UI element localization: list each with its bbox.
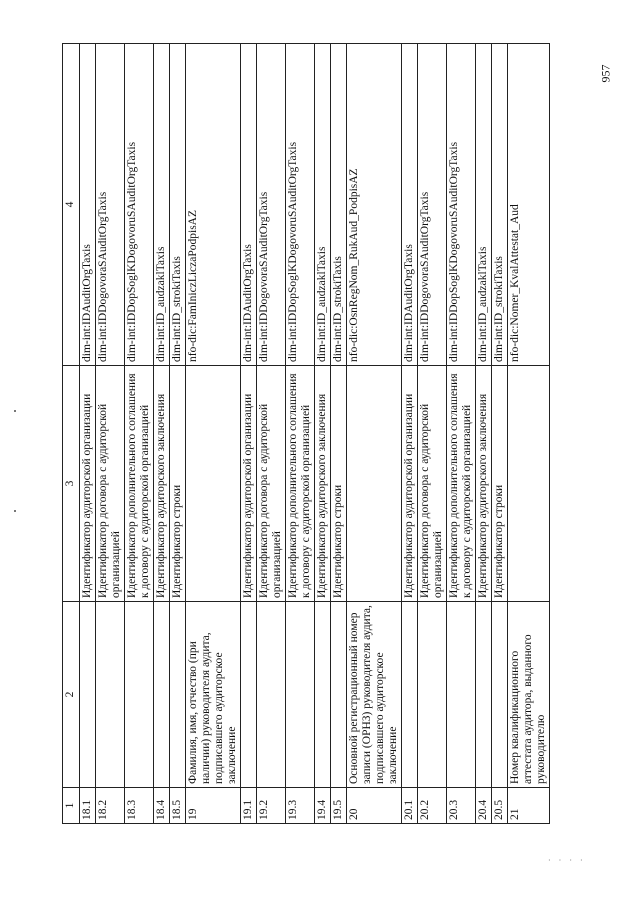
table-row <box>402 44 418 824</box>
table-row <box>418 44 447 824</box>
row-description-cell: Идентификатор дополнительного соглашения к договору с аудиторской организацией <box>447 366 476 602</box>
row-description-cell: Идентификатор аудиторского заключения <box>154 366 170 602</box>
row-name-cell <box>418 602 447 788</box>
row-number-cell: 18.2 <box>96 788 125 824</box>
table-row <box>492 44 508 824</box>
row-code-cell: dim-int:IDAuditOrgTaxis <box>402 44 418 366</box>
table-row <box>347 44 402 824</box>
row-name-cell <box>402 602 418 788</box>
row-code-cell: nfo-dic:FamIniczLiczaPodpisAZ <box>186 44 241 366</box>
table-row <box>315 44 331 824</box>
row-number-cell: 18.5 <box>170 788 186 824</box>
row-code-cell: dim-int:IDDogovoraSAuditOrgTaxis <box>257 44 286 366</box>
row-description-cell: Идентификатор договора с аудиторской организацией <box>257 366 286 602</box>
table-row <box>241 44 257 824</box>
table-row <box>80 44 96 824</box>
row-code-cell: dim-int:IDDopSoglKDogovoruSAuditOrgTaxis <box>125 44 154 366</box>
rotated-page <box>62 44 558 824</box>
table-row <box>257 44 286 824</box>
scan-speck <box>14 410 16 412</box>
row-description-cell <box>186 366 241 602</box>
table-row <box>447 44 476 824</box>
row-number-cell: 19.1 <box>241 788 257 824</box>
row-name-cell <box>170 602 186 788</box>
row-name-cell <box>492 602 508 788</box>
row-code-cell: dim-int:IDAuditOrgTaxis <box>80 44 96 366</box>
row-description-cell <box>347 366 402 602</box>
table-row <box>170 44 186 824</box>
row-code-cell: dim-int:ID_audzaklTaxis <box>476 44 492 366</box>
row-description-cell: Идентификатор строки <box>492 366 508 602</box>
row-description-cell: Идентификатор аудиторской организации <box>241 366 257 602</box>
row-description-cell: Идентификатор аудиторского заключения <box>476 366 492 602</box>
row-name-cell <box>286 602 315 788</box>
row-name-cell <box>476 602 492 788</box>
row-description-cell <box>508 366 550 602</box>
row-number-cell: 20.4 <box>476 788 492 824</box>
row-name-cell <box>257 602 286 788</box>
row-code-cell: dim-int:IDAuditOrgTaxis <box>241 44 257 366</box>
row-name-cell <box>315 602 331 788</box>
row-number-cell: 18.1 <box>80 788 96 824</box>
xbrl-mapping-table <box>62 43 550 824</box>
row-name-cell: Основной регистрационный номер записи (ОРНЗ) руководителя аудита, подписавшего аудиторское заключение <box>347 602 402 788</box>
table-row <box>508 44 550 824</box>
row-number-cell: 20.5 <box>492 788 508 824</box>
row-number-cell: 19 <box>186 788 241 824</box>
header-cell: 1 <box>63 788 80 824</box>
row-code-cell: dim-int:IDDogovoraSAuditOrgTaxis <box>418 44 447 366</box>
header-cell: 3 <box>63 366 80 602</box>
row-description-cell: Идентификатор договора с аудиторской организацией <box>418 366 447 602</box>
row-number-cell: 20 <box>347 788 402 824</box>
row-number-cell: 19.4 <box>315 788 331 824</box>
table-row <box>96 44 125 824</box>
row-name-cell: Номер квалификационного аттестата аудитора, выданного руководителю <box>508 602 550 788</box>
row-name-cell <box>154 602 170 788</box>
row-code-cell: dim-int:ID_audzaklTaxis <box>315 44 331 366</box>
row-name-cell: Фамилия, имя, отчество (при наличии) руководителя аудита, подписавшего аудиторское заключение <box>186 602 241 788</box>
row-code-cell: dim-int:ID_strokiTaxis <box>331 44 347 366</box>
row-code-cell: dim-int:IDDogovoraSAuditOrgTaxis <box>96 44 125 366</box>
row-name-cell <box>80 602 96 788</box>
row-description-cell: Идентификатор аудиторского заключения <box>315 366 331 602</box>
row-code-cell: dim-int:ID_strokiTaxis <box>170 44 186 366</box>
row-code-cell: nfo-dic:OsnRegNom_RukAud_PodpisAZ <box>347 44 402 366</box>
header-cell: 4 <box>63 44 80 366</box>
table-row <box>286 44 315 824</box>
row-name-cell <box>241 602 257 788</box>
row-number-cell: 18.4 <box>154 788 170 824</box>
row-description-cell: Идентификатор дополнительного соглашения к договору с аудиторской организацией <box>286 366 315 602</box>
row-name-cell <box>125 602 154 788</box>
row-code-cell: dim-int:ID_strokiTaxis <box>492 44 508 366</box>
row-number-cell: 20.1 <box>402 788 418 824</box>
table-row <box>331 44 347 824</box>
row-description-cell: Идентификатор аудиторской организации <box>402 366 418 602</box>
row-number-cell: 21 <box>508 788 550 824</box>
row-number-cell: 19.3 <box>286 788 315 824</box>
row-description-cell: Идентификатор строки <box>331 366 347 602</box>
table-header-row <box>63 44 80 824</box>
row-number-cell: 20.2 <box>418 788 447 824</box>
table-row <box>186 44 241 824</box>
table-row <box>476 44 492 824</box>
row-name-cell <box>331 602 347 788</box>
row-code-cell: dim-int:ID_audzaklTaxis <box>154 44 170 366</box>
row-description-cell: Идентификатор строки <box>170 366 186 602</box>
row-code-cell: dim-int:IDDopSoglKDogovoruSAuditOrgTaxis <box>286 44 315 366</box>
row-description-cell: Идентификатор аудиторской организации <box>80 366 96 602</box>
page-number: 957 <box>598 64 613 83</box>
row-number-cell: 18.3 <box>125 788 154 824</box>
scan-speck: · · · · <box>548 856 586 865</box>
row-code-cell: dim-int:IDDopSoglKDogovoruSAuditOrgTaxis <box>447 44 476 366</box>
row-number-cell: 19.5 <box>331 788 347 824</box>
row-name-cell <box>96 602 125 788</box>
table-row <box>154 44 170 824</box>
row-description-cell: Идентификатор договора с аудиторской организацией <box>96 366 125 602</box>
header-cell: 2 <box>63 602 80 788</box>
table-row <box>125 44 154 824</box>
row-name-cell <box>447 602 476 788</box>
scan-speck <box>14 510 16 512</box>
row-number-cell: 19.2 <box>257 788 286 824</box>
row-code-cell: nfo-dic:Nomer_KvalAttestat_Aud <box>508 44 550 366</box>
row-description-cell: Идентификатор дополнительного соглашения к договору с аудиторской организацией <box>125 366 154 602</box>
row-number-cell: 20.3 <box>447 788 476 824</box>
